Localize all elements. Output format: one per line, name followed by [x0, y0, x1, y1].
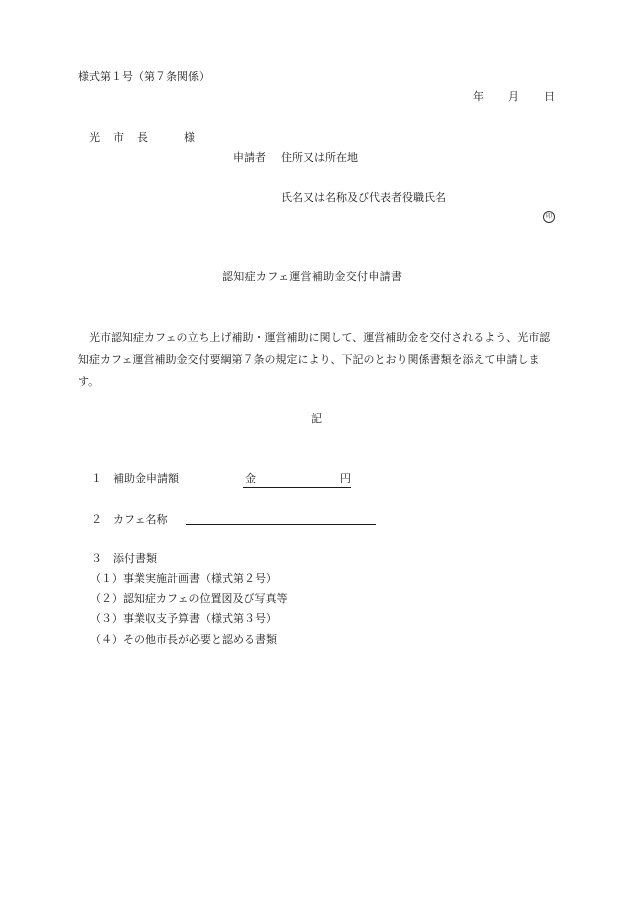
item-cafe-label: カフェ名称	[113, 513, 168, 526]
seal-mark: 印	[543, 211, 555, 223]
applicant-label: 申請者	[233, 151, 266, 164]
document-title: 認知症カフェ運営補助金交付申請書	[222, 270, 403, 283]
addressee-honorific: 様	[184, 131, 195, 144]
item-attachments-number: ３	[91, 552, 102, 565]
applicant-address-label: 住所又は所在地	[281, 151, 358, 164]
item-amount-suffix: 円	[340, 472, 351, 485]
date-day-label: 日	[544, 90, 555, 103]
addressee-name: 光 市 長	[89, 131, 149, 144]
item-amount-prefix: 金	[245, 472, 256, 485]
attachment-item-2: （２）認知症カフェの位置図及び写真等	[90, 592, 288, 605]
date-month-label: 月	[508, 90, 519, 103]
ki-heading: 記	[311, 412, 322, 425]
attachment-item-4: （４）その他市長が必要と認める書類	[90, 633, 277, 646]
item-attachments-label: 添付書類	[113, 552, 157, 565]
attachment-item-3: （３）事業収支予算書（様式第３号）	[90, 612, 277, 625]
item-amount-label: 補助金申請額	[113, 472, 179, 485]
attachment-item-1: （１）事業実施計画書（様式第２号）	[90, 572, 277, 585]
date-year-label: 年	[473, 90, 484, 103]
item-amount-number: １	[91, 472, 102, 485]
applicant-name-label: 氏名又は名称及び代表者役職氏名	[281, 191, 446, 204]
item-cafe-number: ２	[91, 513, 102, 526]
form-number: 様式第１号（第７条関係）	[78, 70, 210, 83]
amount-underline	[243, 487, 351, 488]
body-paragraph: 光市認知症カフェの立ち上げ補助・運営補助に関して、運営補助金を交付されるよう、光市認知症カフェ運営補助金交付要綱第７条の規定により、下記のとおり関係書類を添えて申請します。	[78, 331, 551, 388]
cafe-name-underline	[186, 524, 376, 525]
